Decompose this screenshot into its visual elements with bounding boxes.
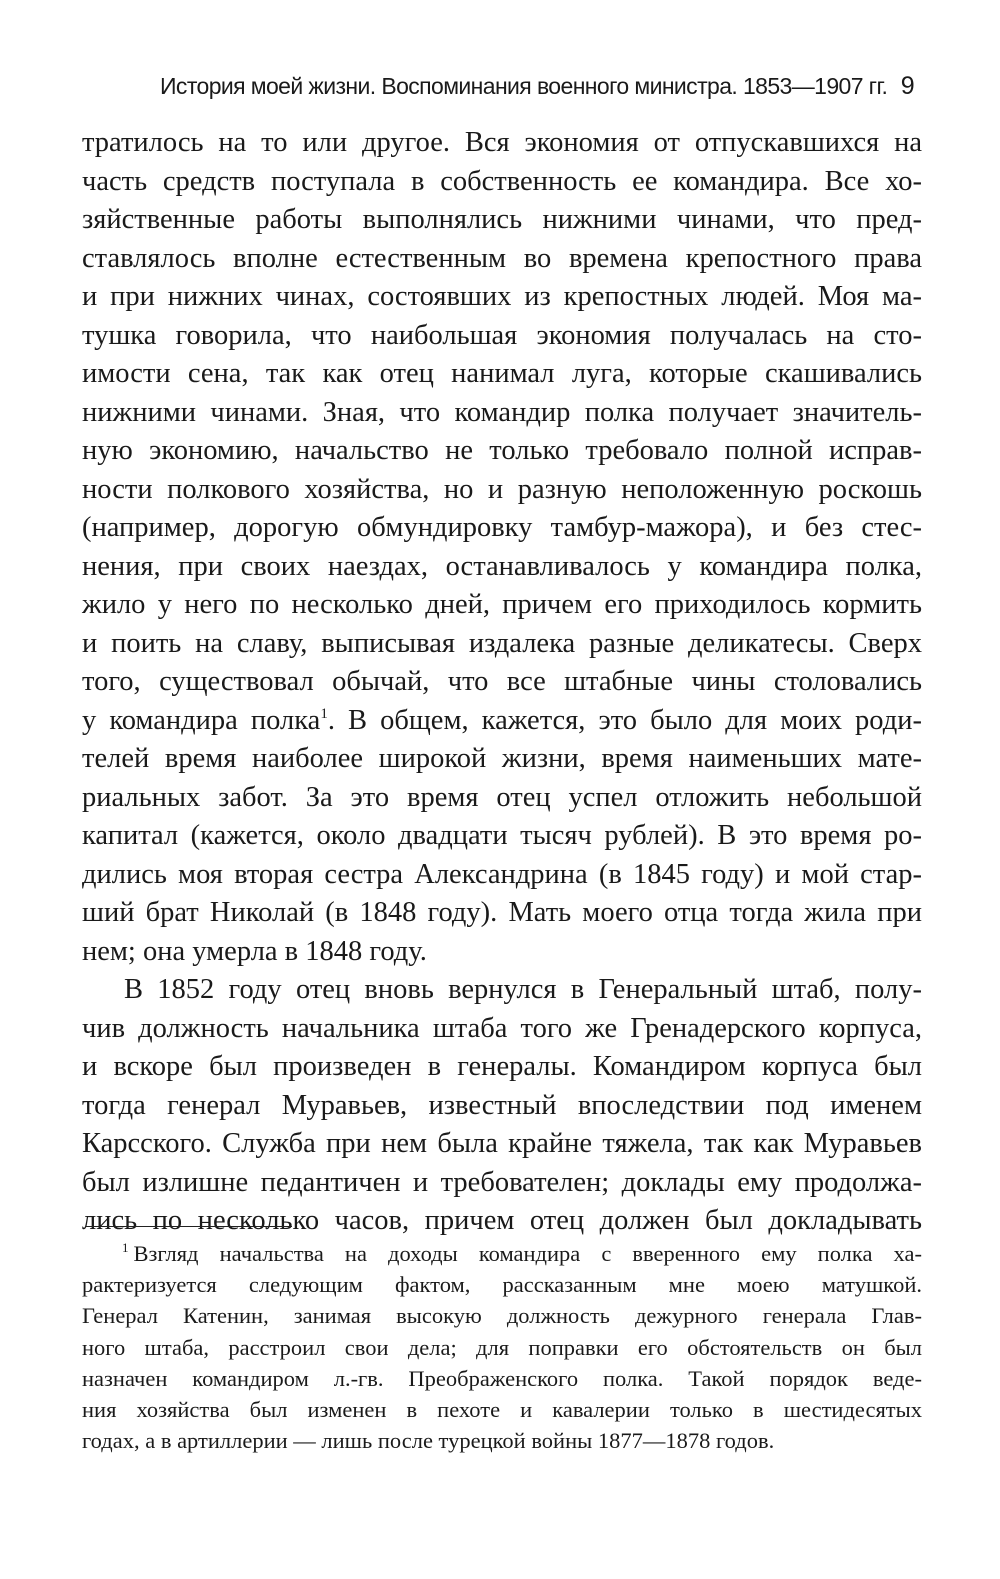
text-line: был излишне педантичен и требователен; доклады ему продолжа- [82, 1166, 922, 1198]
footnote-line: Генерал Катенин, занимая высокую должность дежурного генерала Глав- [82, 1303, 922, 1329]
footnote-line: ния хозяйства был изменен в пехоте и кавалерии только в шестидесятых [82, 1397, 922, 1423]
text-line: телей время наиболее широкой жизни, время наименьших мате- [82, 743, 922, 774]
footnote-mark: 1 [122, 1240, 129, 1255]
text-fragment: . В общем, кажется, это было для моих роди- [327, 704, 922, 736]
text-line: тратилось на то или другое. Вся экономия от отпускавшихся на [82, 127, 922, 158]
text-line: часть средств поступала в собственность ее командира. Все хо- [82, 165, 922, 197]
text-line: нем; она умерла в 1848 году. [82, 935, 427, 967]
footnote-line: годах, а в артиллерии — лишь после турецкой войны 1877—1878 годов. [82, 1428, 775, 1454]
text-line: ший брат Николай (в 1848 году). Мать моего отца тогда жила при [82, 897, 922, 928]
book-page [82, 0, 922, 1579]
text-line: зяйственные работы выполнялись нижними чинами, что пред- [82, 204, 922, 235]
text-fragment: Взгляд начальства на доходы командира с вверенного ему полка ха- [133, 1241, 922, 1266]
text-fragment: у командира полка [82, 704, 321, 736]
text-line: ставлялось вполне естественным во времена крепостного права [82, 242, 922, 274]
footnote-reference[interactable]: 1 [320, 705, 328, 722]
footnote-line: рактеризуется следующим фактом, рассказанным мне моею матушкой. [82, 1272, 922, 1298]
footnote-1 [82, 1238, 922, 1456]
text-line: и поить на славу, выписывая издалека разные деликатесы. Сверх [82, 627, 922, 659]
text-line: нения, при своих наездах, останавливалось у командира полка, [82, 550, 922, 582]
text-line: и вскоре был произведен в генералы. Командиром корпуса был [82, 1051, 922, 1082]
text-line: имости сена, так как отец нанимал луга, которые скашивались [82, 358, 922, 389]
text-line: капитал (кажется, около двадцати тысяч рублей). В это время ро- [82, 820, 922, 851]
text-line: нижними чинами. Зная, что командир полка получает значитель- [82, 396, 922, 428]
page-number: 9 [900, 72, 914, 100]
text-line: тушка говорила, что наибольшая экономия получалась на сто- [82, 319, 922, 351]
text-line: риальных забот. За это время отец успел отложить небольшой [82, 781, 922, 813]
text-line: чив должность начальника штаба того же Гренадерского корпуса, [82, 1012, 922, 1044]
main-text [82, 124, 922, 1241]
paragraph-2 [82, 971, 922, 1241]
running-head [160, 66, 922, 106]
text-line-with-footnote-ref [82, 702, 922, 741]
paragraph-1 [82, 124, 922, 971]
footnote-line: ного штаба, расстроил свои дела; для поправки его обстоятельств он был [82, 1334, 922, 1360]
text-line: дились моя вторая сестра Александрина (в 1845 году) и мой стар- [82, 858, 922, 890]
footnote-line: назначен командиром л.-гв. Преображенского полка. Такой порядок веде- [82, 1365, 922, 1391]
text-line: ную экономию, начальство не только требовало полной исправ- [82, 435, 922, 466]
footnote-line [82, 1238, 922, 1269]
text-line: жило у него по несколько дней, причем его приходилось кормить [82, 589, 922, 620]
text-line: ности полкового хозяйства, но и разную неположенную роскошь [82, 473, 922, 505]
text-line: и при нижних чинах, состоявших из крепостных людей. Моя ма- [82, 281, 922, 312]
text-line: (например, дорогую обмундировку тамбур-мажора), и без стес- [82, 512, 922, 543]
text-line: В 1852 году отец вновь вернулся в Генеральный штаб, полу- [124, 974, 922, 1005]
footnote-separator [86, 1226, 292, 1227]
text-line: того, существовал обычай, что все штабные чины столовались [82, 666, 922, 697]
text-line: тогда генерал Муравьев, известный впоследствии под именем [82, 1089, 922, 1121]
text-line: лись по несколько часов, причем отец должен был докладывать [82, 1205, 922, 1236]
running-head-title: История моей жизни. Воспоминания военного министра. 1853—1907 гг. [160, 73, 888, 99]
text-line: Карсского. Служба при нем была крайне тяжела, так как Муравьев [82, 1128, 922, 1159]
